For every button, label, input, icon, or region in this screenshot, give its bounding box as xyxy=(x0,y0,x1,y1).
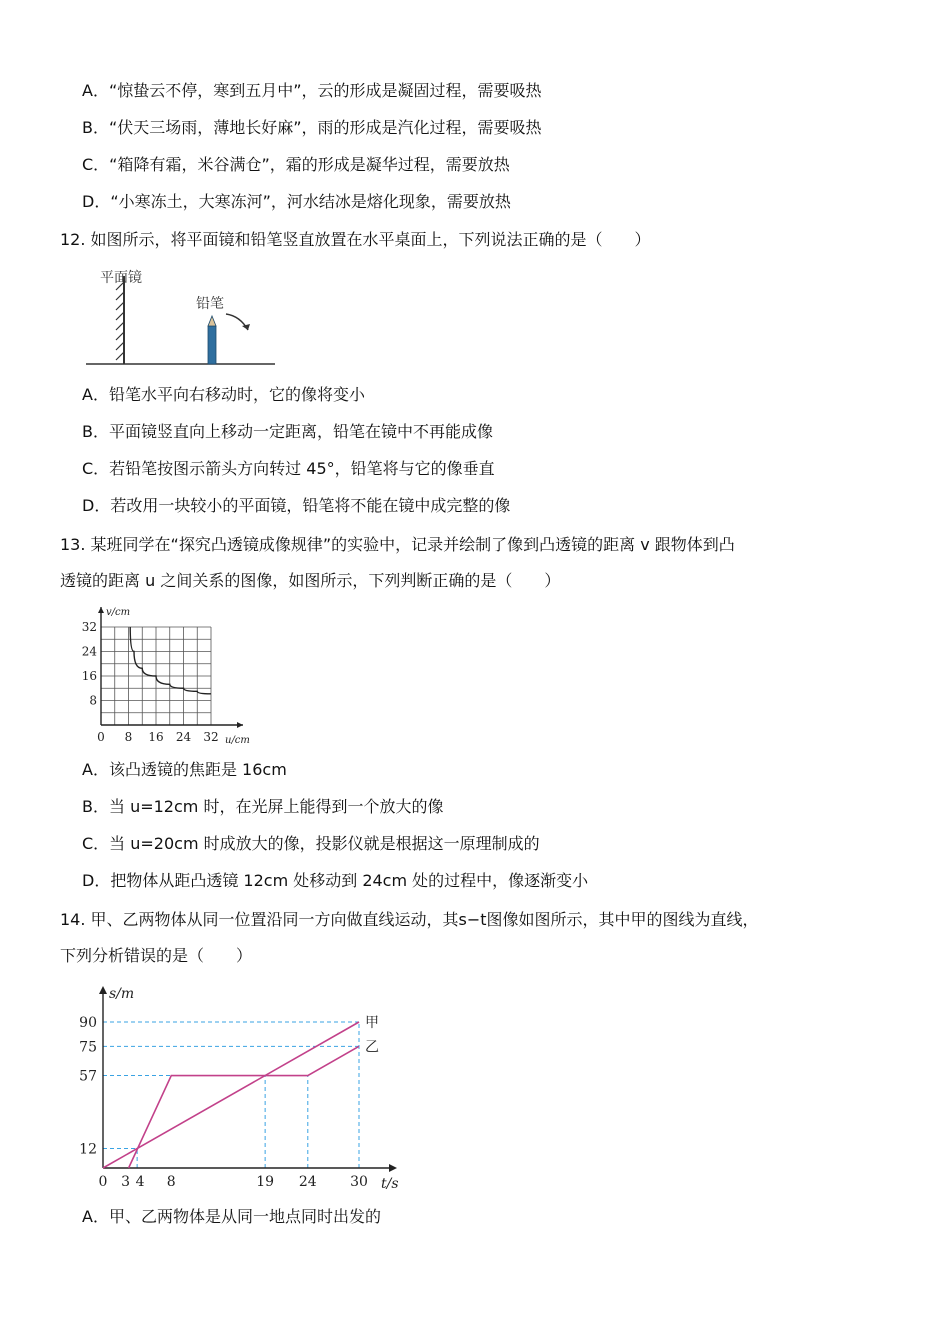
y-tick-label: 16 xyxy=(81,669,97,683)
chart2-ylabel: s/m xyxy=(109,986,135,1002)
y-tick-label: 32 xyxy=(81,620,97,634)
y-tick-label: 57 xyxy=(79,1068,97,1085)
q12-option-c: C．若铅笔按图示箭头方向转过 45°，铅笔将与它的像垂直 xyxy=(82,459,495,478)
mirror-pencil-figure xyxy=(80,262,280,372)
q13-option-a: A．该凸透镜的焦距是 16cm xyxy=(82,760,287,779)
q11-option-b: B．“伏天三场雨，薄地长好麻”，雨的形成是汽化过程，需要吸热 xyxy=(82,118,542,137)
q14-stem-line1: 14. 甲、乙两物体从同一位置沿同一方向做直线运动，其s−t图像如图所示，其中甲的图线为直线， xyxy=(60,910,759,929)
y-tick-label: 75 xyxy=(79,1039,97,1056)
x-tick-label: 8 xyxy=(124,730,133,744)
x-tick-label: 24 xyxy=(298,1174,317,1190)
st-chart xyxy=(75,980,410,1192)
chart1-ylabel: v/cm xyxy=(106,607,131,618)
mirror-label: 平面镜 xyxy=(100,270,142,286)
y-tick-label: 24 xyxy=(81,644,97,659)
series-label: 乙 xyxy=(365,1039,379,1056)
pencil xyxy=(208,326,216,364)
q12-option-b: B．平面镜竖直向上移动一定距离，铅笔在镜中不再能成像 xyxy=(82,422,493,441)
q12-option-d: D．若改用一块较小的平面镜，铅笔将不能在镜中成完整的像 xyxy=(82,496,511,515)
q12-stem: 12. 如图所示，将平面镜和铅笔竖直放置在水平桌面上，下列说法正确的是（ ） xyxy=(60,230,651,249)
x-tick-label: 24 xyxy=(175,730,192,744)
x-tick-label: 19 xyxy=(256,1174,275,1190)
q11-option-c: C．“箱降有霜，米谷满仓”，霜的形成是凝华过程，需要放热 xyxy=(82,155,510,174)
y-tick-label: 12 xyxy=(79,1141,97,1158)
x-tick-label: 0 xyxy=(97,730,105,744)
y-tick-label: 90 xyxy=(79,1015,97,1031)
q13-option-c: C．当 u=20cm 时成放大的像，投影仪就是根据这一原理制成的 xyxy=(82,834,540,853)
q13-option-d: D．把物体从距凸透镜 12cm 处移动到 24cm 处的过程中，像逐渐变小 xyxy=(82,871,589,890)
x-tick-label: 16 xyxy=(148,730,164,744)
q11-option-d: D．“小寒冻土，大寒冻河”，河水结冰是熔化现象，需要放热 xyxy=(82,192,511,211)
series-label: 甲 xyxy=(365,1015,379,1031)
q14-option-a: A．甲、乙两物体是从同一地点同时出发的 xyxy=(82,1207,381,1226)
x-tick-label: 30 xyxy=(350,1174,368,1190)
chart1-xlabel: u/cm xyxy=(225,735,250,746)
series-line xyxy=(103,1022,359,1168)
q11-option-a: A．“惊蛰云不停，寒到五月中”，云的形成是凝固过程，需要吸热 xyxy=(82,81,542,100)
q14-stem-line2: 下列分析错误的是（ ） xyxy=(60,946,253,965)
series-line xyxy=(129,1046,359,1168)
x-tick-label: 4 xyxy=(135,1174,145,1190)
x-tick-label: 3 xyxy=(121,1174,131,1190)
pencil-label: 铅笔 xyxy=(196,296,224,312)
q13-stem-line2: 透镜的距离 u 之间关系的图像，如图所示，下列判断正确的是（ ） xyxy=(60,571,561,590)
x-tick-label: 8 xyxy=(166,1174,176,1190)
x-tick-label: 0 xyxy=(98,1174,108,1190)
y-tick-label: 8 xyxy=(89,693,97,708)
q13-stem-line1: 13. 某班同学在“探究凸透镜成像规律”的实验中，记录并绘制了像到凸透镜的距离 v 跟物体到凸 xyxy=(60,535,735,554)
q13-option-b: B．当 u=12cm 时，在光屏上能得到一个放大的像 xyxy=(82,797,444,816)
q12-option-a: A．铅笔水平向右移动时，它的像将变小 xyxy=(82,385,365,404)
lens-vu-chart xyxy=(75,603,260,748)
x-tick-label: 32 xyxy=(203,730,219,744)
chart2-xlabel: t/s xyxy=(381,1176,399,1192)
